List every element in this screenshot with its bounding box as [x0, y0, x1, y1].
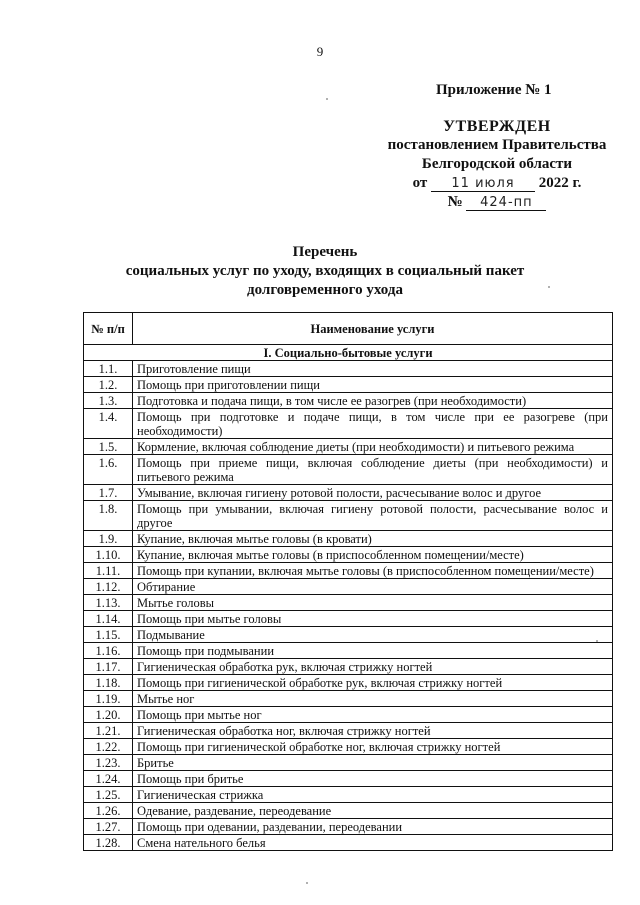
header-number: № п/п [84, 313, 133, 345]
number-prefix: № [447, 194, 463, 210]
section-row [84, 345, 613, 361]
service-number: 1.22. [84, 739, 133, 755]
table-row [84, 377, 613, 393]
service-name: Гигиеническая стрижка [133, 787, 613, 803]
table-row [84, 439, 613, 455]
service-number: 1.27. [84, 819, 133, 835]
scan-speck [596, 640, 598, 642]
list-title [90, 243, 560, 300]
service-name: Смена нательного белья [133, 835, 613, 851]
service-number: 1.5. [84, 439, 133, 455]
table-row [84, 361, 613, 377]
service-number: 1.4. [84, 409, 133, 439]
service-number: 1.13. [84, 595, 133, 611]
handwritten-number: 424-пп [466, 195, 546, 211]
table-row [84, 755, 613, 771]
service-name: Помощь при гигиенической обработке ног, включая стрижку ногтей [133, 739, 613, 755]
service-name: Мытье головы [133, 595, 613, 611]
service-name: Кормление, включая соблюдение диеты (при необходимости) и питьевого режима [133, 439, 613, 455]
scan-speck [306, 882, 308, 884]
service-name: Умывание, включая гигиену ротовой полости, расчесывание волос и другое [133, 485, 613, 501]
service-name: Помощь при мытье головы [133, 611, 613, 627]
table-row [84, 675, 613, 691]
service-name: Помощь при подготовке и подаче пищи, в том числе при ее разогреве (при необходимости) [133, 409, 613, 439]
approval-title: УТВЕРЖДЕН [443, 118, 551, 135]
table-row [84, 531, 613, 547]
header-service-name: Наименование услуги [133, 313, 613, 345]
section-title: I. Социально-бытовые услуги [84, 345, 613, 361]
service-number: 1.1. [84, 361, 133, 377]
list-title-line-2: социальных услуг по уходу, входящих в социальный пакет [125, 263, 525, 279]
service-number: 1.23. [84, 755, 133, 771]
service-number: 1.25. [84, 787, 133, 803]
table-header-row [84, 313, 613, 345]
service-number: 1.3. [84, 393, 133, 409]
approval-block [372, 117, 622, 212]
table-row [84, 835, 613, 851]
scan-speck [326, 98, 328, 100]
service-name: Гигиеническая обработка ног, включая стрижку ногтей [133, 723, 613, 739]
scan-speck [548, 286, 550, 288]
table-row [84, 707, 613, 723]
date-year: 2022 г. [538, 175, 582, 191]
service-name: Обтирание [133, 579, 613, 595]
table-row [84, 691, 613, 707]
table-row [84, 723, 613, 739]
service-number: 1.19. [84, 691, 133, 707]
service-number: 1.26. [84, 803, 133, 819]
approval-line-1: постановлением Правительства [387, 137, 607, 153]
service-name: Подготовка и подача пищи, в том числе ее разогрев (при необходимости) [133, 393, 613, 409]
service-name: Купание, включая мытье головы (в кровати) [133, 531, 613, 547]
table-row [84, 739, 613, 755]
date-prefix: от [412, 175, 428, 191]
service-number: 1.17. [84, 659, 133, 675]
list-title-line-1: Перечень [292, 244, 358, 260]
service-name: Бритье [133, 755, 613, 771]
service-name: Приготовление пищи [133, 361, 613, 377]
services-table [83, 312, 613, 851]
approval-date-line [372, 174, 622, 193]
service-name: Помощь при одевании, раздевании, переодевании [133, 819, 613, 835]
table-row [84, 579, 613, 595]
table-row [84, 409, 613, 439]
handwritten-date: 11 июля [431, 176, 535, 192]
table-row [84, 643, 613, 659]
table-row [84, 627, 613, 643]
service-name: Одевание, раздевание, переодевание [133, 803, 613, 819]
service-name: Помощь при приготовлении пищи [133, 377, 613, 393]
service-name: Купание, включая мытье головы (в приспособленном помещении/месте) [133, 547, 613, 563]
service-number: 1.14. [84, 611, 133, 627]
service-name: Помощь при подмывании [133, 643, 613, 659]
service-number: 1.28. [84, 835, 133, 851]
service-number: 1.10. [84, 547, 133, 563]
table-row [84, 393, 613, 409]
approval-line-2: Белгородской области [421, 156, 573, 172]
service-number: 1.9. [84, 531, 133, 547]
approval-number-line [372, 193, 622, 212]
table-row [84, 455, 613, 485]
service-number: 1.16. [84, 643, 133, 659]
service-number: 1.7. [84, 485, 133, 501]
service-number: 1.11. [84, 563, 133, 579]
service-number: 1.6. [84, 455, 133, 485]
service-name: Мытье ног [133, 691, 613, 707]
service-name: Подмывание [133, 627, 613, 643]
service-name: Помощь при мытье ног [133, 707, 613, 723]
table-row [84, 501, 613, 531]
service-number: 1.2. [84, 377, 133, 393]
table-row [84, 803, 613, 819]
service-name: Помощь при гигиенической обработке рук, включая стрижку ногтей [133, 675, 613, 691]
table-row [84, 485, 613, 501]
table-row [84, 611, 613, 627]
table-row [84, 659, 613, 675]
service-number: 1.12. [84, 579, 133, 595]
appendix-label: Приложение № 1 [436, 82, 552, 98]
table-row [84, 787, 613, 803]
service-name: Помощь при умывании, включая гигиену ротовой полости, расчесывание волос и другое [133, 501, 613, 531]
service-number: 1.21. [84, 723, 133, 739]
service-number: 1.15. [84, 627, 133, 643]
table-row [84, 595, 613, 611]
table-row [84, 563, 613, 579]
service-name: Помощь при приеме пищи, включая соблюдение диеты (при необходимости) и питьевого режима [133, 455, 613, 485]
service-number: 1.20. [84, 707, 133, 723]
table-row [84, 771, 613, 787]
service-number: 1.8. [84, 501, 133, 531]
service-number: 1.24. [84, 771, 133, 787]
page-number: 9 [316, 44, 324, 59]
service-number: 1.18. [84, 675, 133, 691]
service-name: Помощь при купании, включая мытье головы (в приспособленном помещении/месте) [133, 563, 613, 579]
service-name: Гигиеническая обработка рук, включая стрижку ногтей [133, 659, 613, 675]
table-row [84, 819, 613, 835]
list-title-line-3: долговременного ухода [247, 282, 403, 298]
table-row [84, 547, 613, 563]
service-name: Помощь при бритье [133, 771, 613, 787]
